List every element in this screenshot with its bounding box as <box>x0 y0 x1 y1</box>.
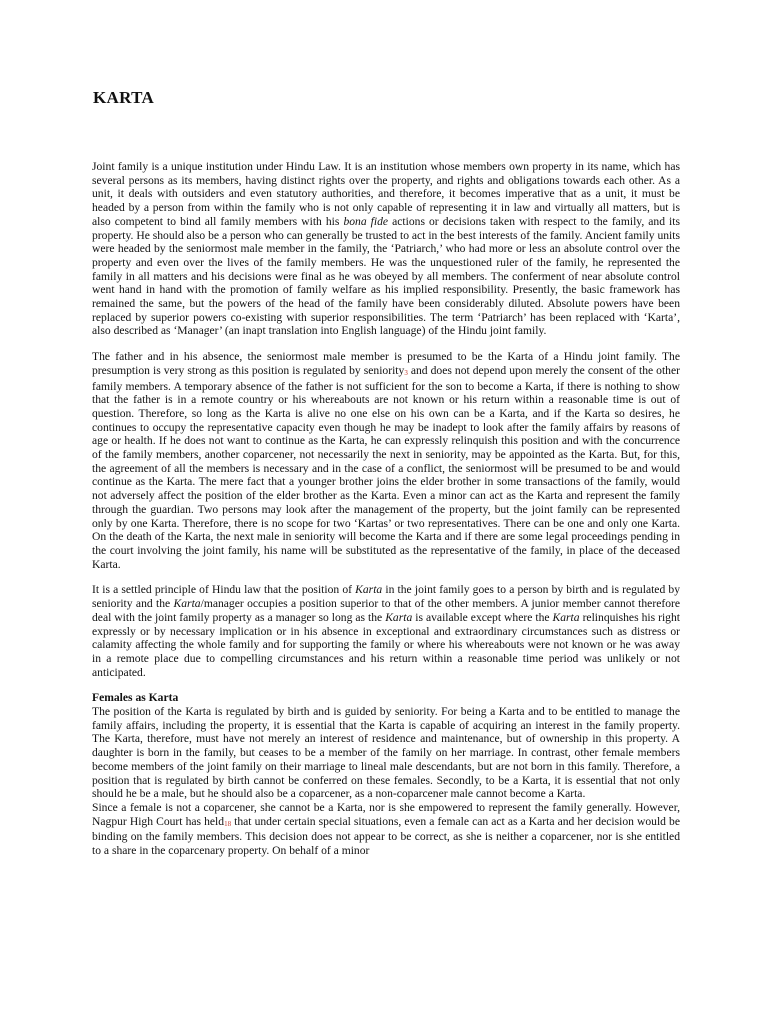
paragraph-text: It is a settled principle of Hindu law that the position of <box>92 583 356 597</box>
paragraph-text: Since a female is not a coparcener, she cannot be a Karta, nor is she empowered to represent the family generally. However, Nagpur High Court has held <box>92 800 680 828</box>
paragraph-text: relinquishes his right expressly or by necessary implication or in his absence in exceptional and extraordinary circumstances such as distress or calamity affecting the whole family and for supporting the family or where his whereabouts were not known or he was away in a remote place due to compelling circumstances and his return within a reasonable time period was unlikely or not anticipated. <box>92 610 680 679</box>
italic-term: Karta <box>173 597 201 611</box>
paragraph-settled-principle <box>92 583 680 679</box>
paragraph-text: The father and in his absence, the seniormost male member is presumed to be the Karta of a Hindu joint family. The presumption is very strong as this position is regulated by seniority <box>92 350 680 377</box>
paragraph-position-regulated: The position of the Karta is regulated by birth and is guided by seniority. For being a Karta and to be entitled to manage the family affairs, including the property, it is essential that the Karta is capable of acquiring an interest in the family property. The Karta, therefore, must have not merely an interest of residence and maintenance, but of ownership in this property. A daughter is born in the family, but ceases to be a member of the family on her marriage. In contrast, other female members become members of the joint family on their marriage to lineal male descendants, but are not born in this family. Therefore, a position that is regulated by birth cannot be conferred on these females. Secondly, to be a Karta, it is essential that not only should he be a male, but he should also be a coparcener, as a non-coparcener male cannot become a Karta. <box>92 705 680 801</box>
footnote-reference[interactable]: 18 <box>224 819 232 828</box>
paragraph-text: Joint family is a unique institution under Hindu Law. It is an institution whose members own property in its name, which has several persons as its members, having distinct rights over the property, and rights and obligations towards each other. As a unit, it deals with outsiders and even statutory authorities, and therefore, it becomes imperative that as a unit, it must be headed by a person from within the family who is not only capable of representing it in law and virtually all matters, but is also competent to bind all family members with his <box>92 160 680 228</box>
paragraph-joint-family <box>92 160 680 338</box>
paragraph-text: is available except where the <box>412 610 553 624</box>
italic-term: Karta <box>355 583 383 597</box>
paragraph-text: and does not depend upon merely the consent of the other family members. A temporary absence of the father is not sufficient for the son to become a Karta, if there is nothing to show that the father is in a remote country or his whereabouts are not known or his return within a reasonable time is out of question. Therefore, so long as the Karta is alive no one else on his own can be a Karta, and if the Karta so desires, he continues to occupy the representative capacity even though he may be inadept to look after the family affairs by reasons of age or health. If he does not want to continue as the Karta, he can expressly relinquish this position and with the concurrence of the family members, another coparcener, not necessarily the next in seniority, may be appointed as the Karta. But, for this, the agreement of all the members is necessary and in the case of a conflict, the seniormost will be presumed to be and would continue as the Karta. The mere fact that a younger brother joins the elder brother in some transactions of the family, would not adversely affect the position of the elder brother as the Karta. Even a minor can act as the Karta and represent the family through the guardian. Two persons may look after the management of the property, but the joint family can be represented only by one Karta. Therefore, there is no scope for two ‘Kartas’ or two representatives. There can be one and only one Karta. On the death of the Karta, the next male in seniority will become the Karta and if there are some legal proceedings pending in the court involving the joint family, his name will be substituted as the representative of the family, in place of the deceased Karta. <box>92 363 680 571</box>
paragraph-father-presumption <box>92 350 680 571</box>
italic-term: Karta <box>552 610 580 624</box>
paragraph-text: in the joint family goes to a person by birth and is regulated by seniority and the <box>92 583 680 611</box>
paragraph-text: /manager occupies a position superior to that of the other members. A junior member cannot therefore deal with the joint family property as a manager so long as the <box>92 597 680 624</box>
page-title: KARTA <box>93 88 155 107</box>
section-heading-females-as-karta: Females as Karta <box>92 691 179 705</box>
paragraph-female-not-coparcener <box>92 801 680 858</box>
footnote-reference[interactable]: 3 <box>404 368 408 377</box>
italic-term: Karta <box>385 610 413 624</box>
paragraph-text: that under certain special situations, even a female can act as a Karta and her decision would be binding on the family members. This decision does not appear to be correct, as she is neither a coparcener, nor is she entitled to a share in the coparcenary property. On behalf of a minor <box>92 814 680 858</box>
italic-term: bona fide <box>343 214 389 228</box>
paragraph-text: actions or decisions taken with respect to the family, and its property. He should also be a person who can generally be trusted to act in the best interests of the family. Ancient family units were headed by the seniormost male member in the family, the ‘Patriarch,’ who had more or less an absolute control over the property and even over the lives of the family members. He was the unquestioned ruler of the family, he represented the family in all matters and his decisions were final as he was obeyed by all members. The conferment of near absolute control went hand in hand with the promotion of family welfare as his implied responsibility. Presently, the basic framework has remained the same, but the powers of the head of the family have been considerably diluted. Absolute powers have been replaced by superior powers co-existing with superior responsibilities. The term ‘Patriarch’ has been replaced with ‘Karta’, also described as ‘Manager’ (an inapt translation into English language) of the Hindu joint family. <box>92 214 681 338</box>
